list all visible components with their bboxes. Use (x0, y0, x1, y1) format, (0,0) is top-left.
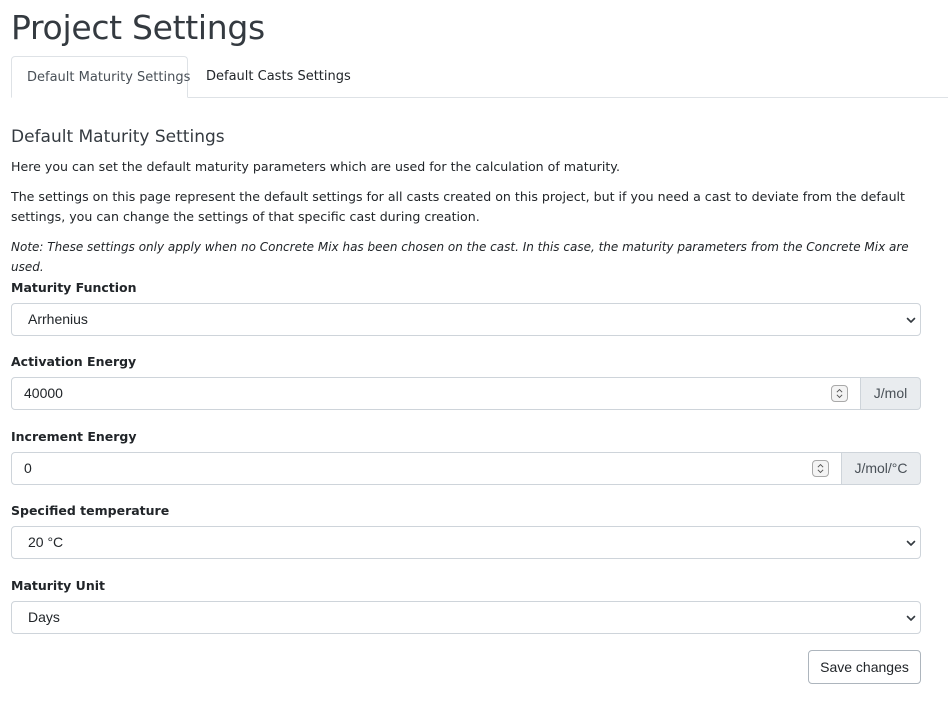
number-spinner-icon[interactable] (812, 460, 829, 477)
increment-energy-label: Increment Energy (11, 429, 137, 444)
number-spinner-icon[interactable] (831, 385, 848, 402)
increment-energy-value: 0 (24, 460, 32, 476)
chevron-down-icon (906, 614, 916, 622)
activation-energy-label: Activation Energy (11, 354, 137, 369)
maturity-function-value: Arrhenius (28, 311, 88, 327)
specified-temperature-select[interactable] (11, 526, 921, 559)
page-title: Project Settings (11, 8, 265, 47)
maturity-unit-value: Days (28, 609, 60, 625)
activation-energy-input[interactable] (11, 377, 861, 410)
maturity-unit-select[interactable] (11, 601, 921, 634)
tab-default-casts-settings[interactable]: Default Casts Settings (206, 69, 351, 84)
specified-temperature-value: 20 °C (28, 534, 64, 550)
increment-energy-group (11, 452, 921, 485)
tab-default-maturity-settings[interactable]: Default Maturity Settings (11, 56, 188, 98)
chevron-down-icon (906, 539, 916, 547)
description-text: The settings on this page represent the default settings for all casts created on this project, but if you need a cast to deviate from the default settings, you can change the settings of that specific cast during creation. (11, 189, 905, 224)
maturity-function-select[interactable] (11, 303, 921, 336)
settings-tabs (11, 56, 948, 98)
maturity-function-label: Maturity Function (11, 280, 137, 295)
increment-energy-unit: J/mol/°C (842, 452, 921, 485)
section-title: Default Maturity Settings (11, 127, 225, 147)
activation-energy-group (11, 377, 921, 410)
activation-energy-value: 40000 (24, 385, 63, 401)
activation-energy-unit: J/mol (861, 377, 921, 410)
save-changes-button[interactable]: Save changes (808, 650, 921, 684)
increment-energy-input[interactable] (11, 452, 842, 485)
chevron-down-icon (906, 316, 916, 324)
intro-text: Here you can set the default maturity parameters which are used for the calculation of maturity. (11, 159, 620, 174)
specified-temperature-label: Specified temperature (11, 503, 170, 518)
maturity-unit-label: Maturity Unit (11, 578, 105, 593)
note-text: Note: These settings only apply when no Concrete Mix has been chosen on the cast. In this case, the maturity parameters from the Concrete Mix are used. (11, 240, 909, 274)
